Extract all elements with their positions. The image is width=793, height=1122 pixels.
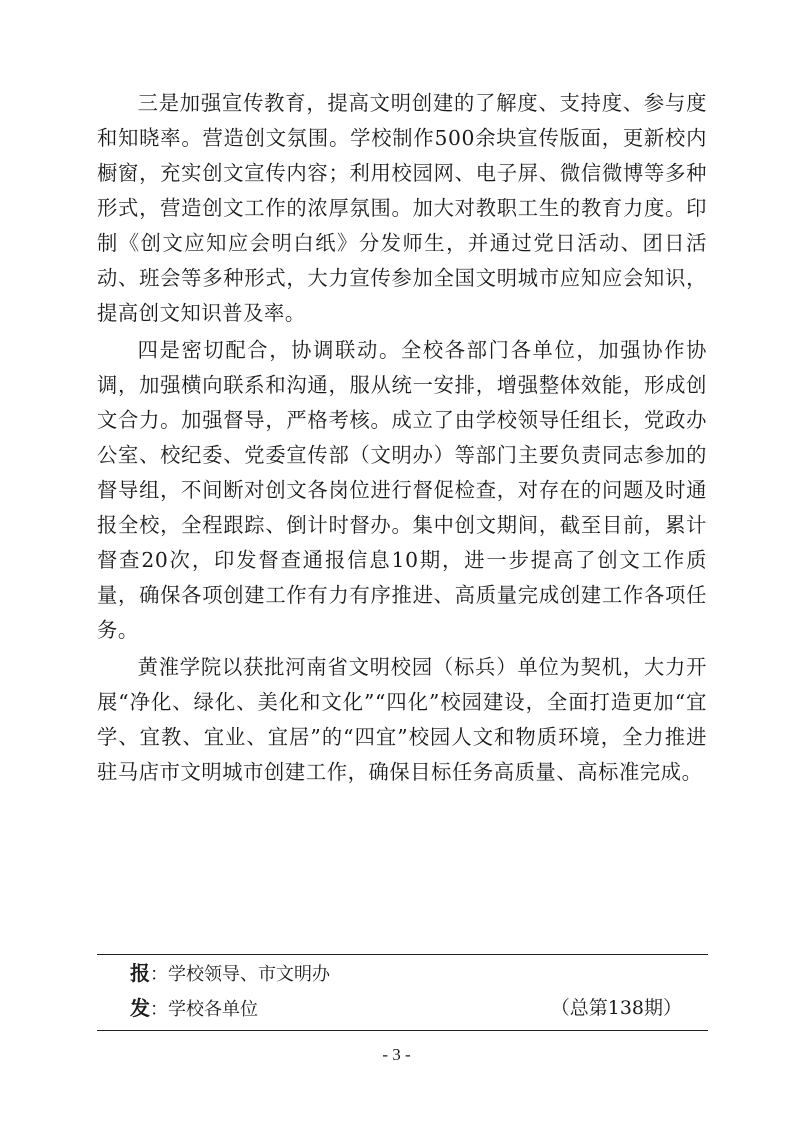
distribution-send-row — [130, 995, 690, 1023]
distribution-top-rule — [97, 954, 708, 955]
paragraph-coordination: 四是密切配合，协调联动。全校各部门各单位，加强协作协调，加强横向联系和沟通，服从统一安排，增强整体效能，形成创文合力。加强督导，严格考核。成立了由学校领导任组长，党政办公室、校纪委、党委宣传部（文明办）等部门主要负责同志参加的督导组，不间断对创文各岗位进行督促检查，对存在的问题及时通报全校，全程跟踪、倒计时督办。集中创文期间，截至目前，累计督查20次，印发督查通报信息10期，进一步提高了创文工作质量，确保各项创建工作有力有序推进、高质量完成创建工作各项任务。 — [97, 338, 707, 642]
send-entry — [130, 995, 258, 1023]
report-entry — [130, 960, 330, 988]
document-body — [97, 86, 707, 790]
send-label: 发 — [130, 996, 150, 1020]
report-label: 报 — [130, 961, 150, 985]
send-recipients: ：学校各单位 — [150, 999, 258, 1020]
paragraph-publicity-education: 三是加强宣传教育，提高文明创建的了解度、支持度、参与度和知晓率。营造创文氛围。学校制作500余块宣传版面，更新校内橱窗，充实创文宣传内容；利用校园网、电子屏、微信微博等多种形式，营造创文工作的浓厚氛围。加大对教职工生的教育力度。印制《创文应知应会明白纸》分发师生，并通过党日活动、团日活动、班会等多种形式，大力宣传参加全国文明城市应知应会知识，提高创文知识普及率。 — [97, 91, 707, 325]
paragraph-conclusion: 黄淮学院以获批河南省文明校园（标兵）单位为契机，大力开展“净化、绿化、美化和文化”“四化”校园建设，全面打造更加“宜学、宜教、宜业、宜居”的“四宜”校园人文和物质环境，全力推进驻马店市文明城市创建工作，确保目标任务高质量、高标准完成。 — [97, 655, 707, 784]
distribution-report-row — [130, 960, 690, 988]
distribution-bottom-rule — [97, 1030, 708, 1031]
page-number: - 3 - — [382, 1045, 411, 1064]
report-recipients: ：学校领导、市文明办 — [150, 964, 330, 985]
issue-number: （总第138期） — [550, 997, 682, 1019]
